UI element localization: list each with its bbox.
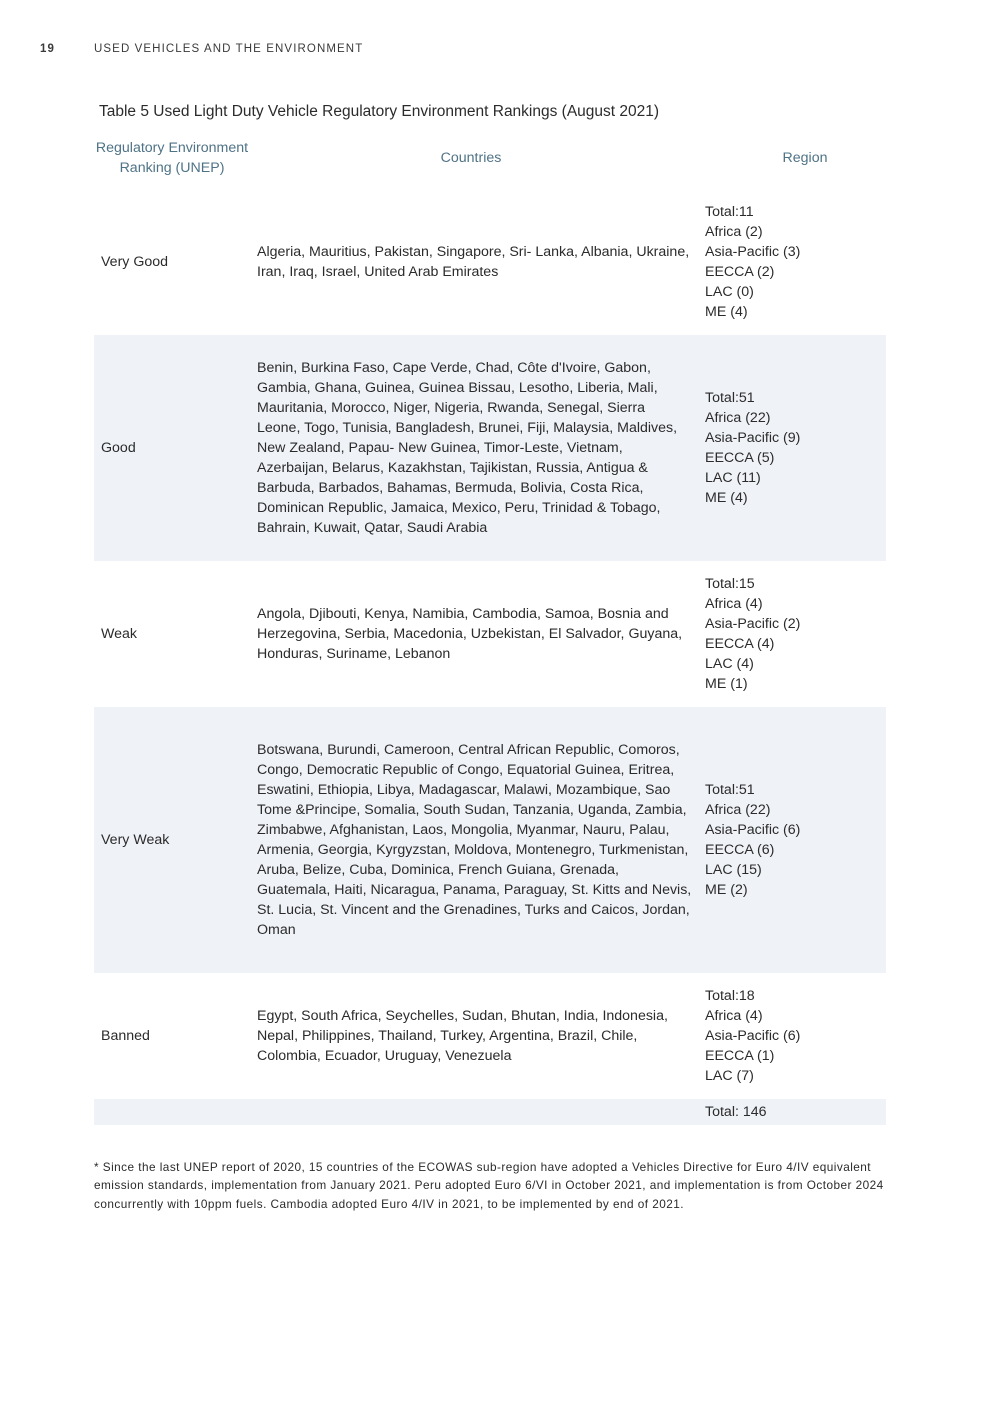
region-line: Africa (2) — [705, 224, 763, 240]
table-row — [94, 973, 886, 1099]
region-line: Asia-Pacific (9) — [705, 430, 801, 446]
column-header-ranking: Regulatory Environment Ranking (UNEP) — [95, 140, 249, 176]
region-cell — [700, 574, 886, 694]
region-line: Total:18 — [705, 988, 755, 1004]
region-line: Total:11 — [705, 204, 754, 220]
region-line: EECCA (4) — [705, 636, 775, 652]
region-line: ME (4) — [705, 490, 748, 506]
region-line: Total:51 — [705, 390, 755, 406]
ranking-cell: Weak — [101, 626, 138, 642]
region-cell — [700, 202, 886, 322]
table-title: Table 5 Used Light Duty Vehicle Regulatory Environment Rankings (August 2021) — [99, 103, 660, 120]
region-line: ME (2) — [705, 882, 748, 898]
region-line: LAC (15) — [705, 862, 762, 878]
region-line: ME (4) — [705, 304, 748, 320]
column-header-countries: Countries — [440, 150, 502, 166]
page-number: 19 — [40, 43, 55, 55]
region-cell — [700, 388, 886, 508]
ranking-cell: Very Weak — [101, 832, 170, 848]
region-line: Africa (4) — [705, 596, 763, 612]
region-line: EECCA (6) — [705, 842, 775, 858]
running-header — [40, 43, 363, 55]
ranking-cell: Banned — [101, 1028, 150, 1044]
ranking-cell: Very Good — [101, 254, 169, 270]
region-line: Africa (22) — [705, 802, 771, 818]
table-row — [94, 335, 886, 561]
region-line: Asia-Pacific (6) — [705, 1028, 801, 1044]
grand-total: Total: 146 — [705, 1104, 767, 1120]
region-line: Asia-Pacific (2) — [705, 616, 801, 632]
countries-cell: Egypt, South Africa, Seychelles, Sudan, Bhutan, India, Indonesia, Nepal, Philippines, Thailand, Turkey, Argentina, Brazil, Chile, Colombia, Ecuador, Uruguay, Venezuela — [257, 1008, 668, 1064]
region-line: Africa (4) — [705, 1008, 763, 1024]
section-title: USED VEHICLES AND THE ENVIRONMENT — [94, 43, 364, 55]
region-line: LAC (0) — [705, 284, 754, 300]
table-header-row — [94, 127, 886, 189]
table-total-row — [94, 1099, 886, 1125]
table-footnote: * Since the last UNEP report of 2020, 15 countries of the ECOWAS sub-region have adopted a Vehicles Directive for Euro 4/IV equivalent emission standards, implementation from January 2021. Peru adopted Euro 6/VI in October 2021, and implementation is from October 2024 concurrently with 10ppm fuels. Cambodia adopted Euro 4/IV in 2021, to be implemented by end of 2021. — [94, 1160, 884, 1211]
region-line: Asia-Pacific (6) — [705, 822, 801, 838]
region-line: EECCA (5) — [705, 450, 775, 466]
region-line: LAC (11) — [705, 470, 761, 486]
table-row — [94, 707, 886, 973]
region-line: Asia-Pacific (3) — [705, 244, 801, 260]
region-line: EECCA (1) — [705, 1048, 775, 1064]
region-line: Africa (22) — [705, 410, 771, 426]
table-row — [94, 189, 886, 335]
countries-cell: Algeria, Mauritius, Pakistan, Singapore, Sri- Lanka, Albania, Ukraine, Iran, Iraq, Israel, United Arab Emirates — [257, 244, 690, 280]
region-line: LAC (4) — [705, 656, 754, 672]
countries-cell: Angola, Djibouti, Kenya, Namibia, Cambodia, Samoa, Bosnia and Herzegovina, Serbia, Macedonia, Uzbekistan, El Salvador, Guyana, Honduras, Suriname, Lebanon — [257, 606, 683, 662]
region-line: LAC (7) — [705, 1068, 754, 1084]
region-line: Total:15 — [705, 576, 755, 592]
region-line: EECCA (2) — [705, 264, 775, 280]
region-cell — [700, 780, 886, 900]
column-header-region: Region — [782, 150, 828, 166]
region-cell — [700, 986, 886, 1086]
table-row — [94, 561, 886, 707]
countries-cell: Botswana, Burundi, Cameroon, Central African Republic, Comoros, Congo, Democratic Republic of Congo, Equatorial Guinea, Eritrea, Eswatini, Ethiopia, Libya, Madagascar, Malawi, Mozambique, Sao Tome &Principe, Somalia, South Sudan, Tanzania, Uganda, Zambia, Zimbabwe, Afghanistan, Laos, Mongolia, Myanmar, Nauru, Palau, Armenia, Georgia, Kyrgyzstan, Moldova, Montenegro, Turkmenistan, Aruba, Belize, Cuba, Dominica, French Guiana, Grenada, Guatemala, Haiti, Nicaragua, Panama, Paraguay, St. Kitts and Nevis, St. Lucia, St. Vincent and the Grenadines, Turks and Caicos, Jordan, Oman — [257, 742, 692, 938]
ranking-cell: Good — [101, 440, 136, 456]
countries-cell: Benin, Burkina Faso, Cape Verde, Chad, Côte d'Ivoire, Gabon, Gambia, Ghana, Guinea, Guinea Bissau, Lesotho, Liberia, Mali, Mauritania, Morocco, Niger, Nigeria, Rwanda, Senegal, Sierra Leone, Togo, Tunisia, Bangladesh, Brunei, Fiji, Malaysia, Maldives, New Zealand, Papau- New Guinea, Timor-Leste, Vietnam, Azerbaijan, Belarus, Kazakhstan, Tajikistan, Russia, Antigua & Barbuda, Barbados, Bahamas, Bermuda, Bolivia, Costa Rica, Dominican Republic, Jamaica, Mexico, Peru, Trinidad & Tobago, Bahrain, Kuwait, Qatar, Saudi Arabia — [257, 360, 678, 536]
region-cell — [700, 1102, 886, 1122]
rankings-table — [94, 127, 886, 1125]
region-line: ME (1) — [705, 676, 748, 692]
region-line: Total:51 — [705, 782, 755, 798]
